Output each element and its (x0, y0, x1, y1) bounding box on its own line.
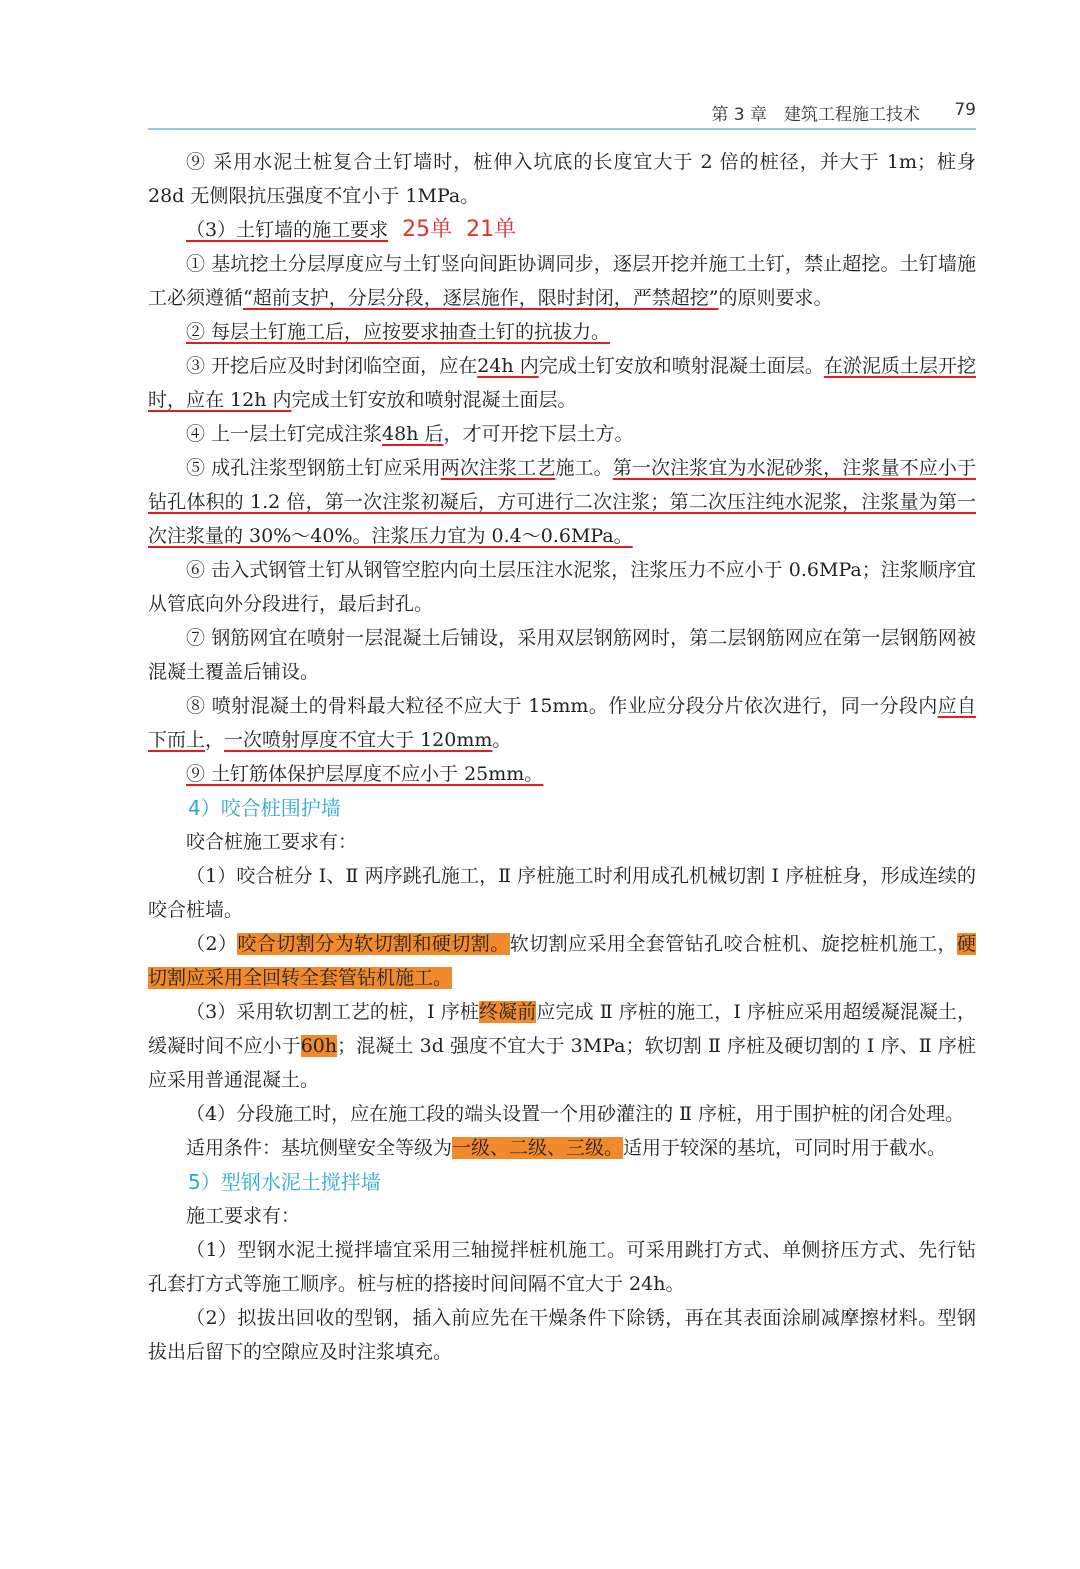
highlighted-text: 咬合切割分为软切割和硬切割。 (237, 933, 510, 955)
page-number: 79 (954, 100, 976, 120)
paragraph-item-8 (148, 689, 976, 757)
paragraph-item-9 (148, 757, 976, 791)
text-run: 。 (492, 729, 512, 751)
text-run: ， (205, 729, 225, 751)
underlined-text: ⑨ 土钉筋体保护层厚度不应小于 25mm。 (186, 763, 544, 785)
section-3-heading (148, 213, 976, 247)
section-5-item-2: （2）拟拔出回收的型钢，插入前应先在干燥条件下除锈，再在其表面涂刷减摩擦材料。型钢拔出后留下的空隙应及时注浆填充。 (148, 1307, 976, 1363)
handwritten-note-1: 25单 (402, 217, 453, 242)
section-5-item-1: （1）型钢水泥土搅拌墙宜采用三轴搅拌桩机施工。可采用跳打方式、单侧挤压方式、先行钻孔套打方式等施工顺序。桩与桩的搭接时间间隔不宜大于 24h。 (148, 1239, 976, 1295)
section-4-item-4: （4）分段施工时，应在施工段的端头设置一个用砂灌注的 Ⅱ 序桩，用于围护桩的闭合处理。 (186, 1103, 965, 1125)
text-run: ⑧ 喷射混凝土的骨料最大粒径不应大于 15mm。作业应分段分片依次进行，同一分段内 (186, 695, 938, 717)
text-run: 适用条件：基坑侧壁安全等级为 (186, 1137, 453, 1159)
underlined-text: 第一次注浆宜为水泥砂浆，注浆量不应小于钻孔体积的 1.2 倍，第一次注浆初凝后，方可进行二次注浆；第二次压注纯水泥浆，注浆量为第一次注浆量的 30%～40%。注浆压力宜为 0.4～0.6MPa。 (148, 457, 976, 547)
text-run: ④ 上一层土钉完成注浆 (186, 423, 383, 445)
paragraph-item-4 (148, 417, 976, 451)
text-run: 应完成 Ⅱ 序桩的施工，Ⅰ 序桩应采用超缓凝混凝土，缓凝时间不应小于 (148, 1001, 976, 1057)
paragraph-item-9-top: ⑨ 采用水泥土桩复合土钉墙时，桩伸入坑底的长度宜大于 2 倍的桩径，并大于 1m；桩身 28d 无侧限抗压强度不宜小于 1MPa。 (148, 151, 976, 207)
underlined-text: 24h 内 (477, 355, 539, 377)
section-3-title: （3）土钉墙的施工要求 (186, 219, 389, 241)
section-4-item-2 (148, 927, 976, 995)
text-run: 的原则要求。 (718, 287, 833, 309)
section-5-heading: 5）型钢水泥土搅拌墙 (188, 1170, 381, 1194)
text-run: 完成土钉安放和喷射混凝土面层。 (291, 389, 577, 411)
section-4-intro: 咬合桩施工要求有： (186, 831, 358, 853)
text-run: （3）采用软切割工艺的桩，Ⅰ 序桩 (186, 1001, 480, 1023)
section-4-heading: 4）咬合桩围护墙 (188, 796, 341, 820)
text-run: ，才可开挖下层土方。 (443, 423, 634, 445)
text-run: （2） (186, 933, 238, 955)
paragraph-item-5 (148, 451, 976, 553)
underlined-text: 两次注浆工艺 (440, 457, 556, 479)
text-run: 适用于较深的基坑，可同时用于截水。 (623, 1137, 947, 1159)
paragraph-item-2 (148, 315, 976, 349)
underlined-text: 应自下而上 (148, 695, 976, 751)
text-run: 完成土钉安放和喷射混凝土面层。 (538, 355, 824, 377)
chapter-title: 第 3 章 建筑工程施工技术 (711, 105, 920, 125)
section-4-conditions (148, 1131, 976, 1165)
underlined-text: ② 每层土钉施工后，应按要求抽查土钉的抗拔力。 (186, 321, 611, 343)
text-run: 软切割应采用全套管钻孔咬合桩机、旋挖桩机施工， (509, 933, 957, 955)
section-5-intro: 施工要求有： (186, 1205, 301, 1227)
paragraph-item-3 (148, 349, 976, 417)
text-run: ；混凝土 3d 强度不宜大于 3MPa；软切割 Ⅱ 序桩及硬切割的 Ⅰ 序、Ⅱ 序桩应采用普通混凝土。 (148, 1035, 976, 1091)
section-4-item-3 (148, 995, 976, 1097)
underlined-text: “超前支护，分层分段，逐层施作，限时封闭，严禁超挖” (243, 287, 719, 309)
text-run: ⑤ 成孔注浆型钢筋土钉应采用 (186, 457, 441, 479)
underlined-text: 48h 后 (382, 423, 444, 445)
paragraph-item-6: ⑥ 击入式钢管土钉从钢管空腔内向土层压注水泥浆，注浆压力不应小于 0.6MPa；注浆顺序宜从管底向外分段进行，最后封孔。 (148, 559, 976, 615)
highlighted-text: 终凝前 (479, 1001, 537, 1023)
page-body (148, 145, 976, 1369)
text-run: ① 基坑挖土分层厚度应与土钉竖向间距协调同步，逐层开挖并施工土钉，禁止超挖。土钉墙施工必须遵循 (148, 253, 976, 309)
text-run: ③ 开挖后应及时封闭临空面，应在 (186, 355, 478, 377)
handwritten-note-2: 21单 (466, 217, 517, 242)
text-run: 施工。 (555, 457, 613, 479)
paragraph-item-1 (148, 247, 976, 315)
highlighted-text: 60h (300, 1035, 338, 1057)
section-4-item-1: （1）咬合桩分 Ⅰ、Ⅱ 两序跳孔施工，Ⅱ 序桩施工时利用成孔机械切割 Ⅰ 序桩桩身，形成连续的咬合桩墙。 (148, 865, 976, 921)
underlined-text: 在淤泥质土层开挖时，应在 12h 内 (148, 355, 976, 411)
highlighted-text: 一级、二级、三级。 (452, 1137, 624, 1159)
running-header (148, 98, 976, 130)
paragraph-item-7: ⑦ 钢筋网宜在喷射一层混凝土后铺设，采用双层钢筋网时，第二层钢筋网应在第一层钢筋网被混凝土覆盖后铺设。 (148, 627, 976, 683)
underlined-text: 一次喷射厚度不宜大于 120mm (224, 729, 493, 751)
highlighted-text: 硬切割应采用全回转全套管钻机施工。 (148, 933, 976, 989)
